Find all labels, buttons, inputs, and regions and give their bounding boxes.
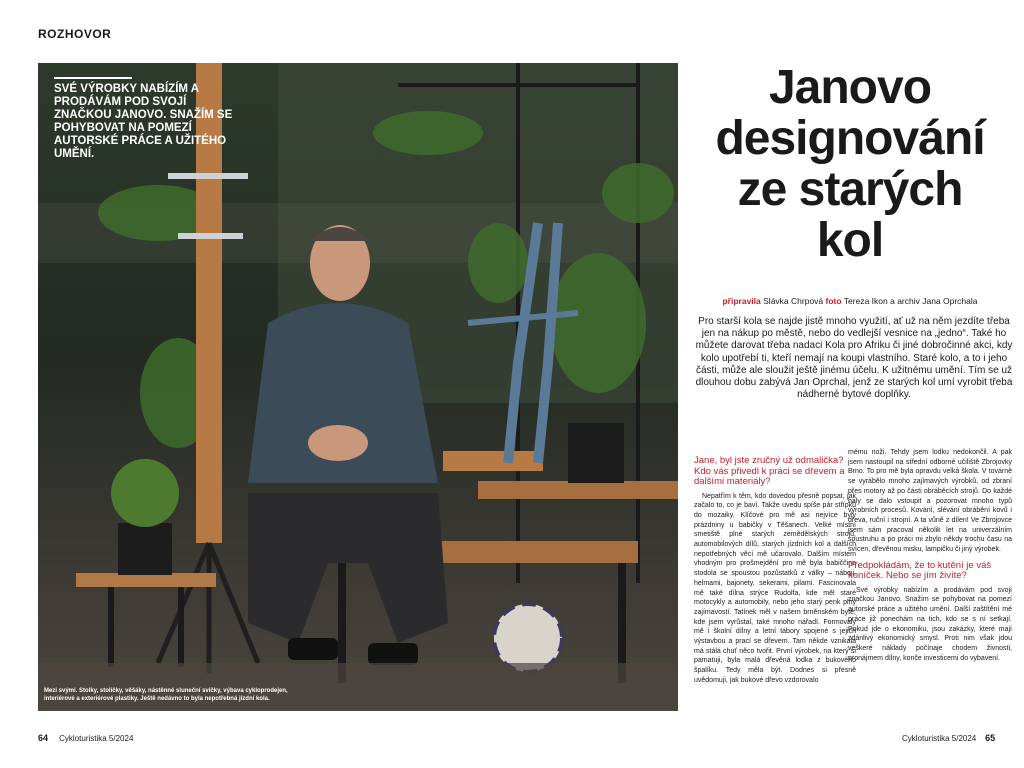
- interview-answer: mému noži. Tehdy jsem lodku nedokončil. A pak jsem nastoupil na střední odborné učiliště Zbrojovky Brno. To pro mě byla opravdu velká škola. V továrně se vyrábělo mnoho zajímavých výrobků, od zbraní přes motory až po části obráběcích strojů. Do každé haly se dalo vstoupit a pozorovat mnoho typů výrobních procesů. Kování, slévání obrábění kovů i dřeva, ruční i strojní. A ta vůně z dílen! Ve Zbrojovce jsem sám pracoval několik let na univerzálním soustruhu a po práci mi zbylo někdy trochu času na svícen, dřevěnou misku, lampičku či jiný výrobek.: [848, 449, 1012, 554]
- credit-photographer: Tereza Ikon a archiv Jana Oprchala: [843, 296, 978, 306]
- folio-right: [902, 733, 995, 743]
- photo-caption: Mezi svými. Stolky, stoličky, věšáky, nástěnné sluneční svíčky, výbava cykloprodejen, interiérové a exteriérové plastiky. Ještě nedávno to byla nepotřebná jízdní kola.: [44, 688, 288, 702]
- text-column-right: [848, 448, 1012, 663]
- page-number: 64: [38, 733, 49, 743]
- article-headline: [690, 62, 1010, 266]
- interview-question: Jane, byl jste zručný už odmalička? Kdo vás přivedl k práci se dřevem a dalšími materiály?: [694, 455, 845, 487]
- article-photo: [38, 63, 678, 711]
- credit-author: Slávka Chrpová: [763, 296, 824, 306]
- folio-left: [38, 733, 133, 743]
- section-label: ROZHOVOR: [38, 27, 112, 41]
- interview-answer: Své výrobky nabízím a prodávám pod svojí značkou Janovo. Snažím se pohybovat na pomezí autorské práce a užitého umění. Další zaštítění mé práce již ponechám na tich, kdo se s ní setkají. Pokud jde o ekonomiku, jsou zakázky, které mají zdánlivý ekonomický smysl. Proti nim však jdou veškeré náklady počínaje chodem živnosti, pronájmem dílny, konče investicemi do vybavení.: [848, 586, 1012, 662]
- text-column-left: [694, 456, 856, 686]
- headline-line: ze starých: [737, 163, 963, 216]
- credit-label: foto: [825, 296, 842, 306]
- headline-line: designování: [715, 112, 985, 165]
- article-credits: [700, 296, 1000, 306]
- interview-answer: Nepatřím k těm, kdo dovedou přesně popsat, jak začalo to, co je baví. Takže uvedu spíše pár střípků do mozaiky. Klíčové pro mě asi nejvíce byly prázdniny u babičky v Těšanech. Velké místní smetiště plné starých zemědělských strojů, automobilových dílů, starých jízdních kol a dalších nepotřebných věcí mě učarovalo. Dalším místem vhodným pro prošmejdění pro mě byla babiččina stodola se spoustou pozůstatků z války – náboji, helmami, bajonety, sekerami, pilami. Fascinovala mě také dílna strýce Rudolfa, kde měl staré motocykly a automobily, nebo jeho starý penk plný zajímavostí. Tatínek měl v našem brněnském bytě, kde jsem vyrůstal, také mnoho nářadí. Formovaly mě i školní dílny a letní tábory spojené s jejich výstavbou a prací se dřevem. Tam někde vznikala má stálá chuť něco tvořit. První výrobek, na který si pamatuji, byla malá dřevěná lodka z bukového špalíku. Tedy měla být. Dodnes si přesně uvědomuji, jak bukové dřevo vzdorovalo: [694, 492, 856, 684]
- magazine-issue: Cykloturistika 5/2024: [59, 734, 134, 743]
- pull-quote: SVÉ VÝROBKY NABÍZÍM A PRODÁVÁM POD SVOJÍ ZNAČKOU JANOVO. SNAŽÍM SE POHYBOVAT NA POMEZÍ AUTORSKÉ PRÁCE A UŽITÉHO UMĚNÍ.: [54, 83, 233, 160]
- interview-question: Předpokládám, že to kutění je váš koníček. Nebo se jím živíte?: [848, 559, 992, 582]
- headline-line: Janovo: [768, 61, 932, 114]
- magazine-issue: Cykloturistika 5/2024: [902, 734, 977, 743]
- credit-label: připravila: [722, 296, 761, 306]
- headline-line: kol: [816, 214, 884, 267]
- page-number: 65: [985, 733, 996, 743]
- article-lead: Pro starší kola se najde jistě mnoho využití, ať už na něm jezdíte třeba jen na nákup po městě, nebo do vedlejší vesnice na „jedno“. Také ho můžete darovat třeba nadaci Kola pro Afriku či jiné dobročinné akci, kdy kolo upotřebí ti, kteří nemají na koupi vlastního. Staré kolo, a to i jeho části, může ale sloužit ještě jinému účelu. K užitnému umění. Tím se už dlouhou dobu zabývá Jan Oprchal, jenž ze starých kol umí vyrobit třeba nádherné bytové doplňky.: [695, 316, 1013, 401]
